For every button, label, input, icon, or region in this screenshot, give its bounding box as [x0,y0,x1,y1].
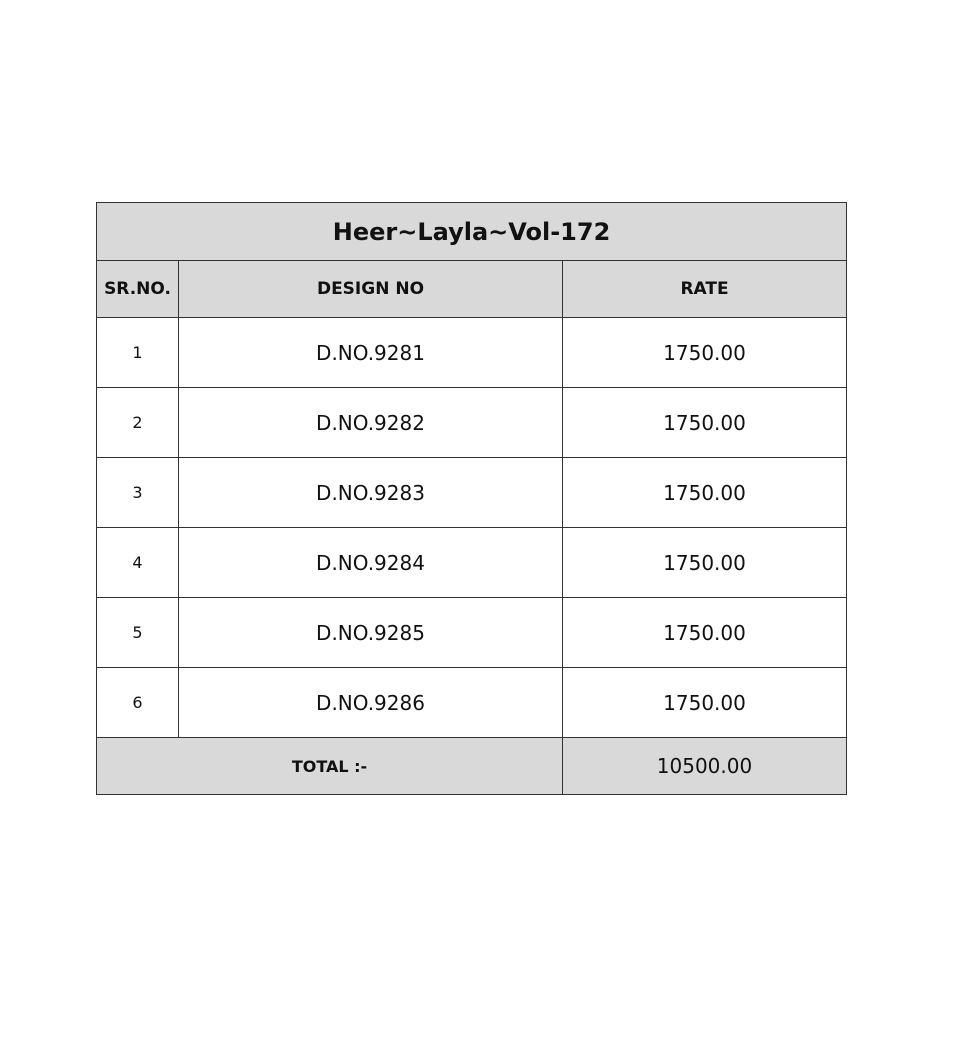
total-row [97,738,847,795]
total-label: TOTAL :- [97,738,563,795]
sr-cell: 3 [97,458,179,528]
header-rate: RATE [563,261,847,318]
table-row [97,318,847,388]
table-row [97,528,847,598]
rate-cell: 1750.00 [563,388,847,458]
title-row [97,203,847,261]
sr-cell: 4 [97,528,179,598]
design-cell: D.NO.9283 [179,458,563,528]
design-cell: D.NO.9285 [179,598,563,668]
header-sr-no: SR.NO. [97,261,179,318]
design-cell: D.NO.9282 [179,388,563,458]
table-row [97,668,847,738]
rate-cell: 1750.00 [563,458,847,528]
table-row [97,458,847,528]
table-row [97,388,847,458]
rate-cell: 1750.00 [563,528,847,598]
rate-cell: 1750.00 [563,668,847,738]
design-rate-table [96,202,847,795]
header-design-no: DESIGN NO [179,261,563,318]
design-cell: D.NO.9284 [179,528,563,598]
sr-cell: 2 [97,388,179,458]
table-row [97,598,847,668]
header-row [97,261,847,318]
total-value: 10500.00 [563,738,847,795]
sr-cell: 1 [97,318,179,388]
rate-cell: 1750.00 [563,598,847,668]
sr-cell: 5 [97,598,179,668]
rate-cell: 1750.00 [563,318,847,388]
sr-cell: 6 [97,668,179,738]
design-cell: D.NO.9281 [179,318,563,388]
table-title: Heer~Layla~Vol-172 [97,203,847,261]
design-cell: D.NO.9286 [179,668,563,738]
